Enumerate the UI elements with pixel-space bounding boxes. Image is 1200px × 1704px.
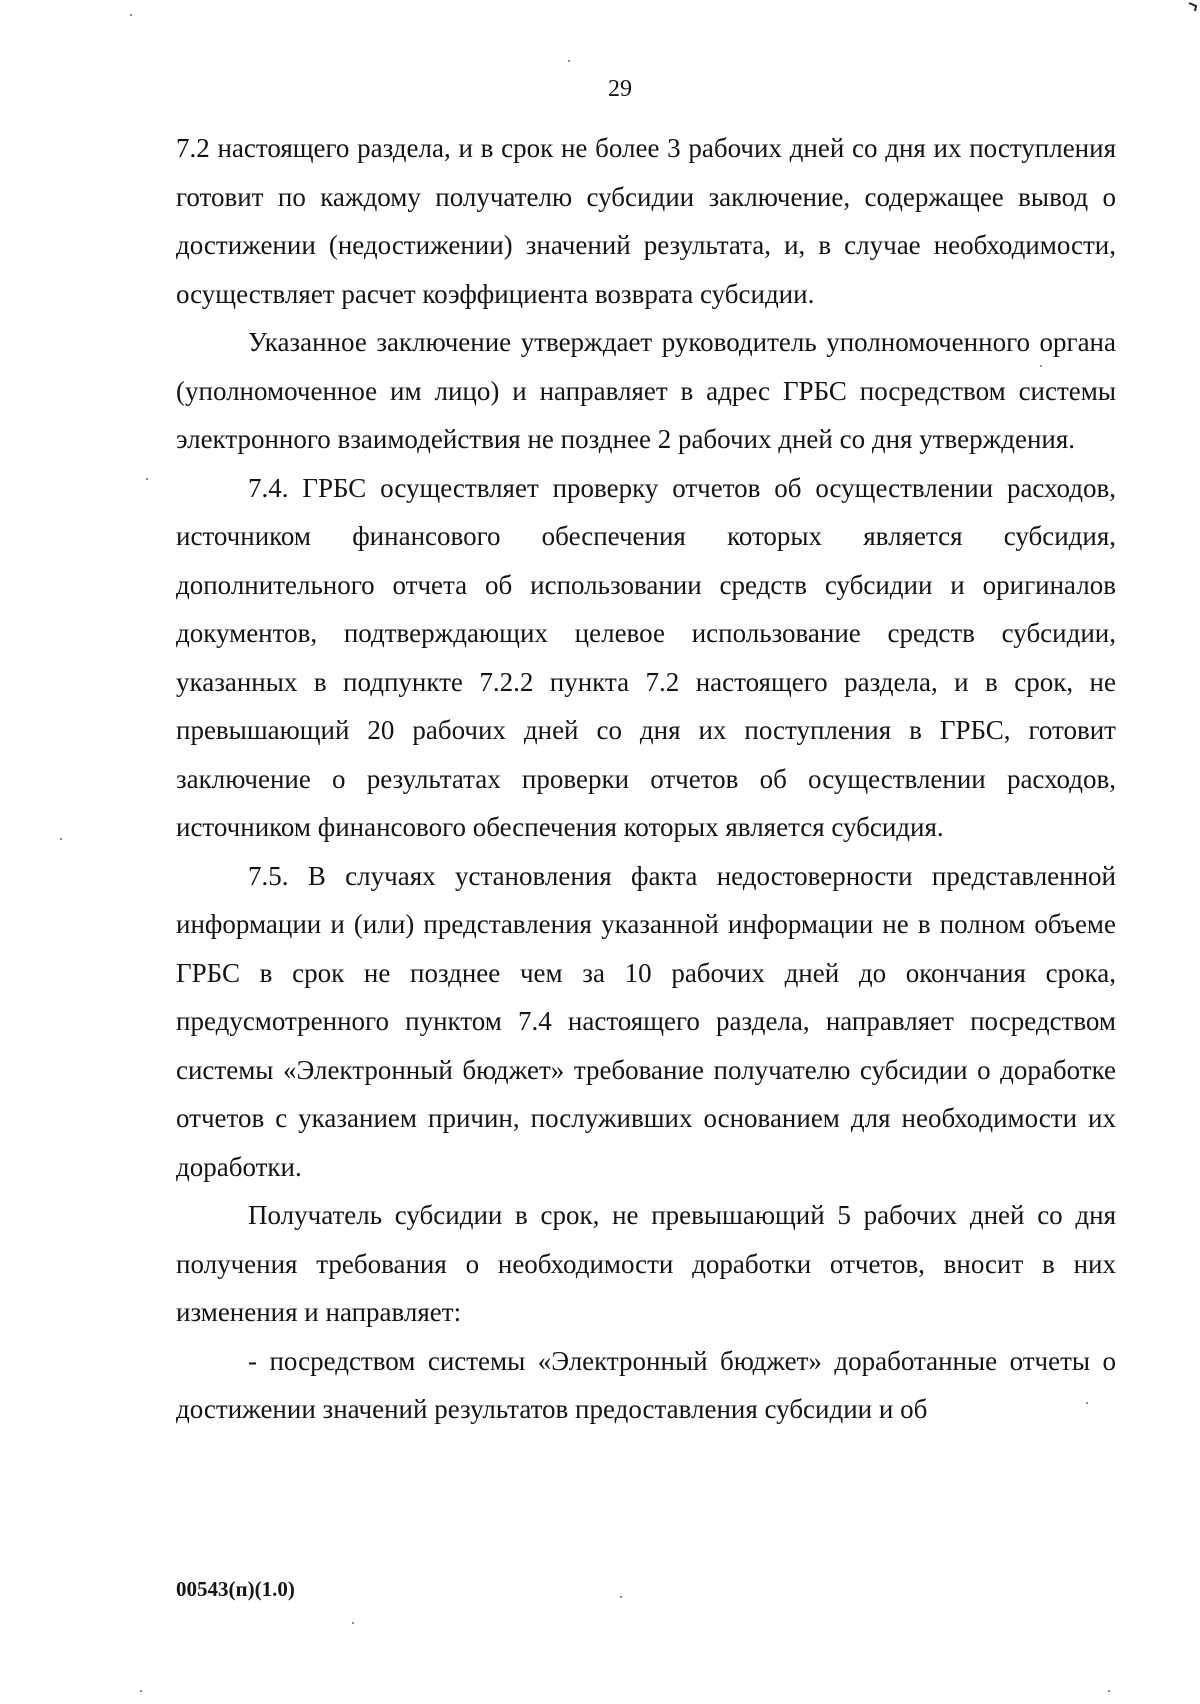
scan-corner-mark bbox=[1188, 2, 1198, 12]
scan-speck bbox=[60, 838, 62, 840]
scan-speck bbox=[130, 14, 132, 16]
paragraph-continuation: 7.2 настоящего раздела, и в срок не более 3 рабочих дней со дня их поступления готовит по каждому получателю субсидии заключение, содержащее вывод о достижении (недостижении) значений результата, и, в случае необходимости, осуществляет расчет коэффициента возврата субсидии. bbox=[176, 133, 1116, 309]
scan-speck bbox=[352, 1622, 354, 1624]
document-code: 00543(п)(1.0) bbox=[176, 1577, 295, 1601]
paragraph-recipient-revision: Получатель субсидии в срок, не превышающий 5 рабочих дней со дня получения требования о необходимости доработки отчетов, вносит в них изменения и направляет: bbox=[176, 1200, 1116, 1327]
scan-speck bbox=[1108, 1690, 1110, 1692]
scan-speck bbox=[568, 60, 570, 62]
paragraph-list-item: - посредством системы «Электронный бюджет» доработанные отчеты о достижении значений результатов предоставления субсидии и об bbox=[176, 1345, 1116, 1424]
paragraph-7-4: 7.4. ГРБС осуществляет проверку отчетов об осуществлении расходов, источником финансового обеспечения которых является субсидия, дополнительного отчета об использовании средств субсидии и оригиналов документов, подтверждающих целевое использование средств субсидии, указанных в подпункте 7.2.2 пункта 7.2 настоящего раздела, и в срок, не превышающий 20 рабочих дней со дня их поступления в ГРБС, готовит заключение о результатах проверки отчетов об осуществлении расходов, источником финансового обеспечения которых является субсидия. bbox=[176, 472, 1116, 842]
scan-speck bbox=[140, 1690, 142, 1692]
scan-speck bbox=[1040, 365, 1042, 367]
paragraph-conclusion-approval: Указанное заключение утверждает руководитель уполномоченного органа (уполномоченное им лицо) и направляет в адрес ГРБС посредством системы электронного взаимодействия не позднее 2 рабочих дней со дня утверждения. bbox=[176, 327, 1116, 454]
page-number: 29 bbox=[608, 76, 632, 102]
paragraph-7-5: 7.5. В случаях установления факта недостоверности представленной информации и (или) представления указанной информации не в полном объеме ГРБС в срок не позднее чем за 10 рабочих дней до окончания срока, предусмотренного пунктом 7.4 настоящего раздела, направляет посредством системы «Электронный бюджет» требование получателю субсидии о доработке отчетов с указанием причин, послуживших основанием для необходимости их доработки. bbox=[176, 860, 1116, 1182]
document-body bbox=[176, 124, 1116, 1434]
scan-speck bbox=[1086, 1402, 1088, 1404]
scan-speck bbox=[146, 478, 148, 480]
scan-speck bbox=[620, 1596, 622, 1598]
